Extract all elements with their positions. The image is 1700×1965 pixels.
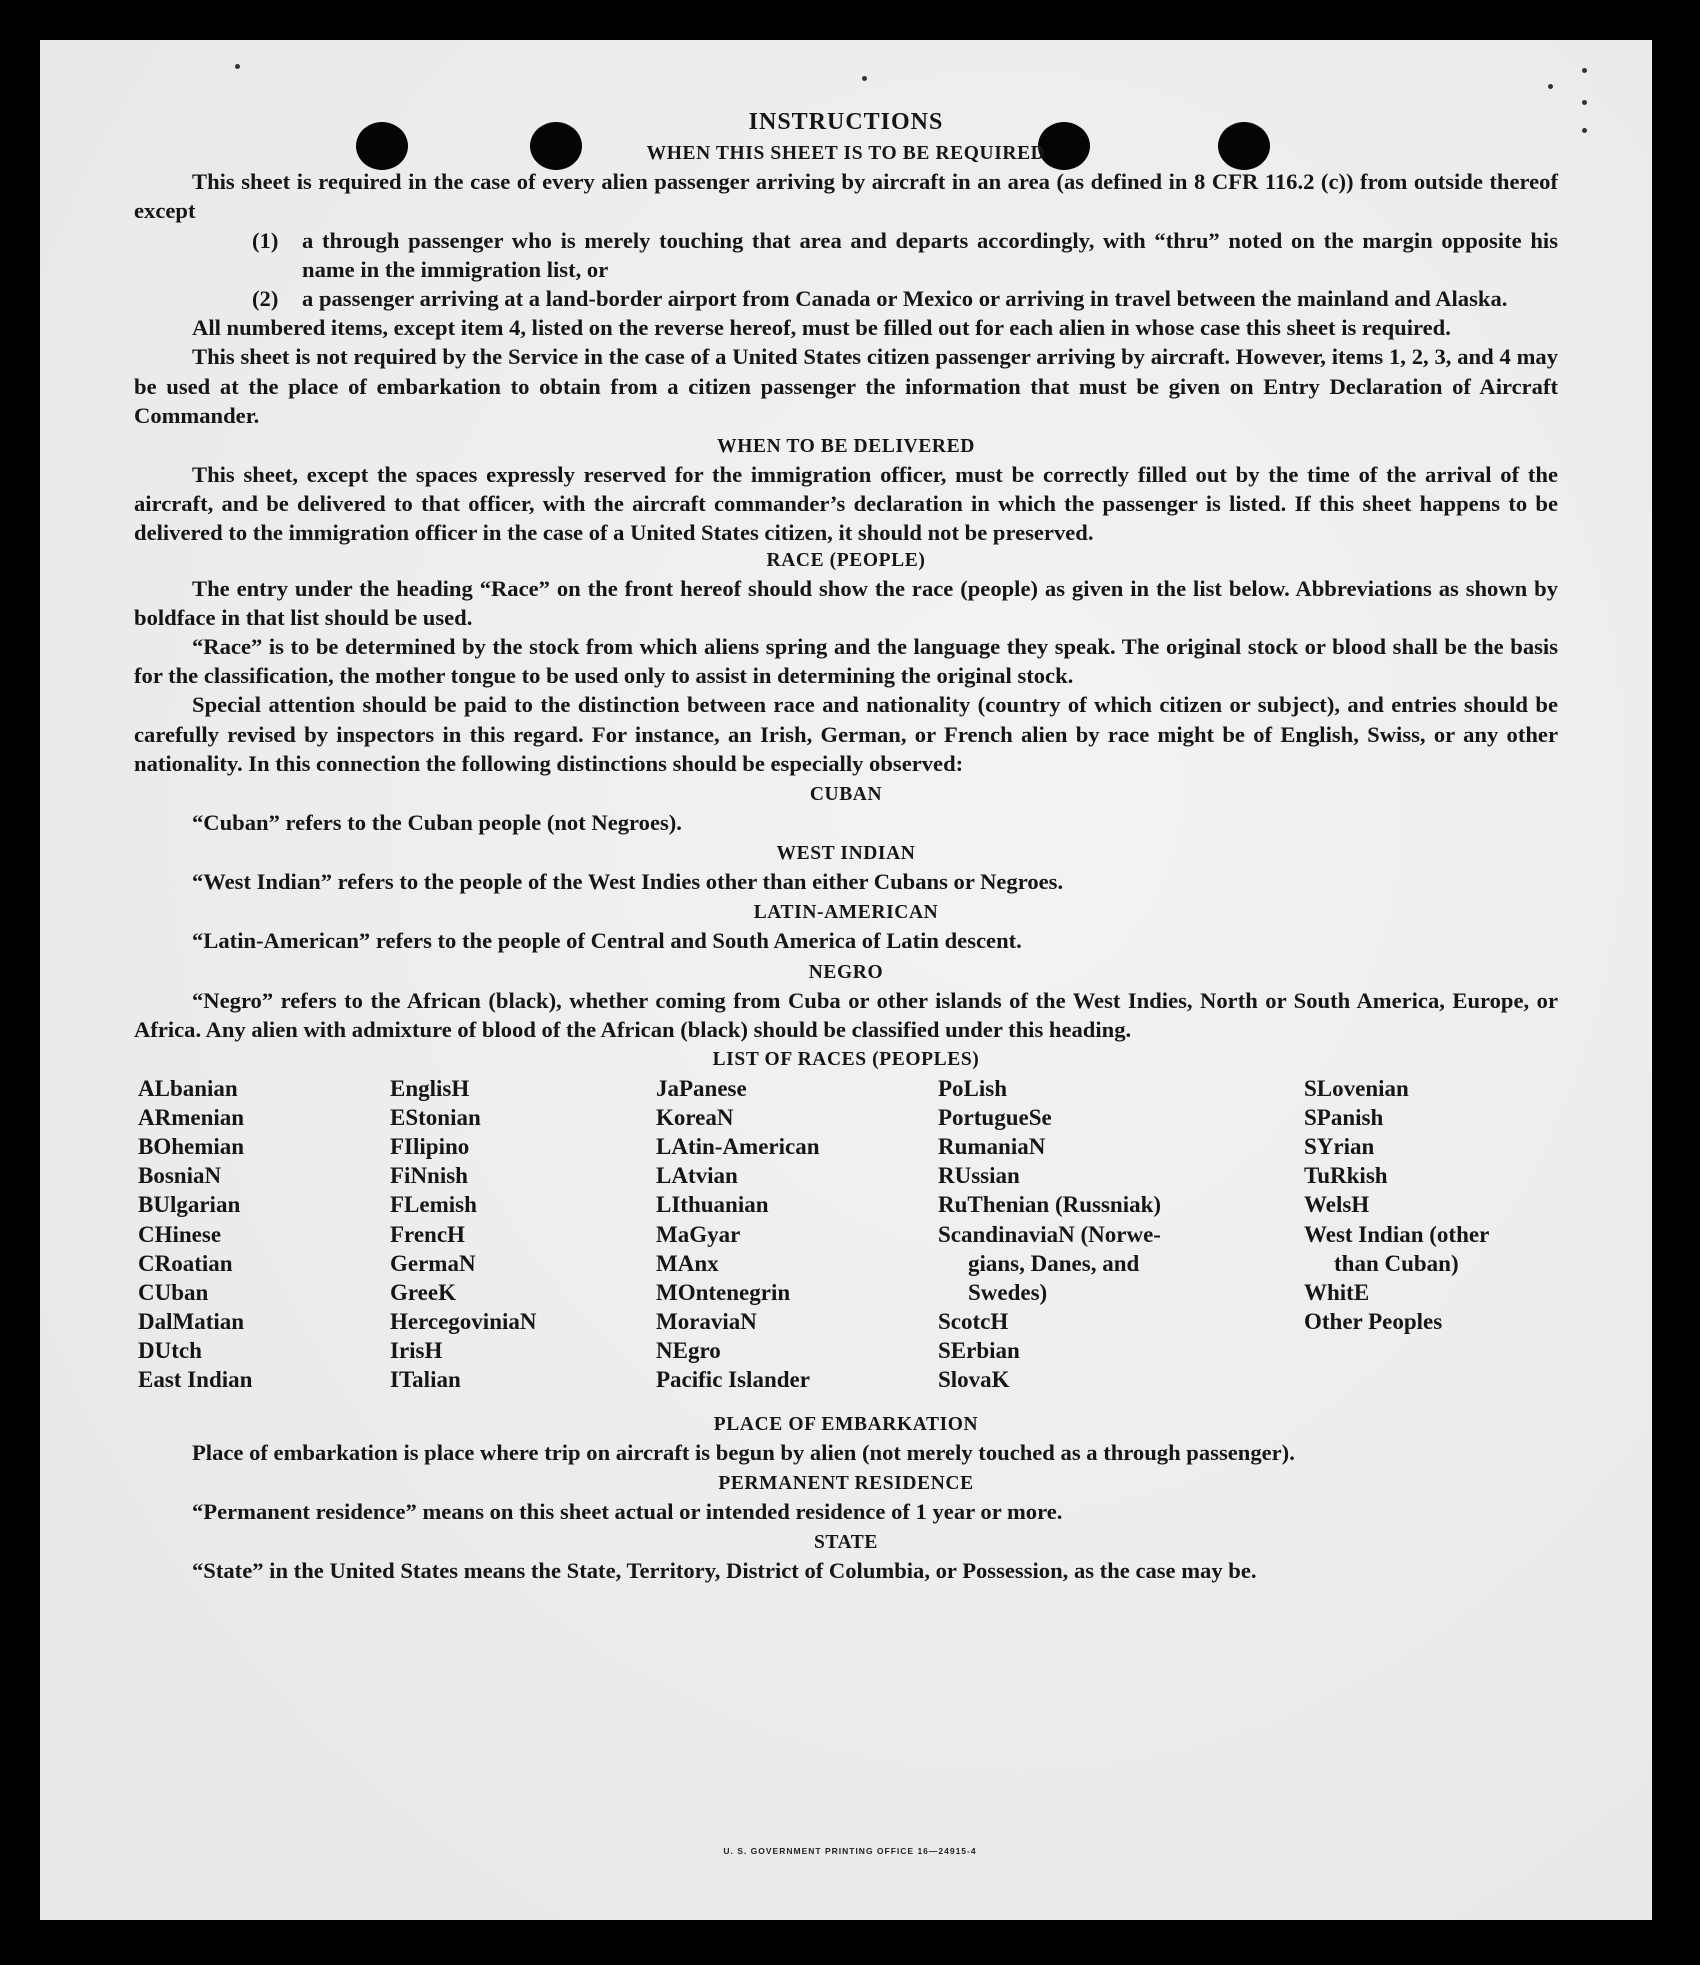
race-entry: GreeK — [390, 1279, 456, 1305]
speck — [235, 64, 240, 69]
race-entry: SLovenian — [1304, 1076, 1409, 1102]
section-heading: WHEN TO BE DELIVERED — [717, 436, 975, 458]
paragraph: “Race” is to be determined by the stock from which aliens spring and the language they speak. The original stock or blood shall be the basis for the classification, the mother tongue to be used only to assist in determining the original stock. — [134, 634, 1558, 689]
race-entry: MaGyar — [656, 1221, 741, 1247]
section-heading: NEGRO — [808, 961, 884, 983]
race-list — [134, 1074, 1558, 1412]
race-entry: PortugueSe — [938, 1105, 1052, 1131]
paragraph: “Negro” refers to the African (black), whether coming from Cuba or other islands of the West Indies, North or South America, Europe, or Africa. Any alien with admixture of blood of the African (black) should be classified under this heading. — [134, 987, 1558, 1042]
section-heading: CUBAN — [809, 784, 883, 806]
section-heading: PERMANENT RESIDENCE — [718, 1473, 974, 1495]
instructions-content — [134, 108, 1558, 1586]
section-heading: LATIN-AMERICAN — [753, 902, 939, 924]
race-entry-continued: Swedes) — [968, 1279, 1048, 1305]
race-entry: TuRkish — [1304, 1163, 1388, 1189]
race-entry: ALbanian — [138, 1076, 238, 1102]
speck — [862, 76, 867, 81]
item-number: (1) — [252, 227, 279, 253]
list-item — [252, 226, 1558, 284]
race-column — [1304, 1074, 1489, 1336]
section-heading: RACE (PEOPLE) — [766, 549, 926, 571]
race-column — [656, 1074, 820, 1394]
race-entry: DUtch — [138, 1337, 202, 1363]
race-entry: ScandinaviaN (Norwe- — [938, 1221, 1161, 1247]
race-entry: MoraviaN — [656, 1308, 757, 1334]
race-column — [138, 1074, 252, 1394]
race-entry: ITalian — [390, 1367, 461, 1393]
race-entry: EnglisH — [390, 1076, 470, 1102]
race-entry: LIthuanian — [656, 1192, 769, 1218]
race-entry: LAtvian — [656, 1163, 738, 1189]
page-title: INSTRUCTIONS — [748, 109, 944, 135]
item-number: (2) — [252, 286, 279, 312]
race-entry: WelsH — [1304, 1192, 1370, 1218]
race-entry-continued: than Cuban) — [1334, 1250, 1459, 1276]
item-text: a passenger arriving at a land-border airport from Canada or Mexico or arriving in travel between the mainland and Alaska. — [302, 286, 1508, 312]
race-entry: MAnx — [656, 1250, 719, 1276]
race-entry: BOhemian — [138, 1134, 245, 1160]
race-entry: RumaniaN — [938, 1134, 1046, 1160]
race-entry: RuThenian (Russniak) — [938, 1192, 1162, 1218]
item-text: a through passenger who is merely touching that area and departs accordingly, with “thru” noted on the margin opposite his name in the immigration list, or — [302, 227, 1558, 282]
paragraph: This sheet is not required by the Service in the case of a United States citizen passenger arriving by aircraft. However, items 1, 2, 3, and 4 may be used at the place of embarkation to obtain from a citizen passenger the information that must be given on Entry Declaration of Aircraft Commander. — [134, 344, 1558, 428]
race-entry: East Indian — [138, 1367, 253, 1393]
race-entry: CUban — [138, 1279, 209, 1305]
paragraph: This sheet is required in the case of every alien passenger arriving by aircraft in an area (as defined in 8 CFR 116.2 (c)) from outside thereof except — [134, 169, 1558, 224]
printer-imprint: U. S. GOVERNMENT PRINTING OFFICE 16—24915-4 — [723, 1846, 977, 1856]
section-heading: WHEN THIS SHEET IS TO BE REQUIRED — [646, 143, 1046, 165]
paragraph: “Permanent residence” means on this sheet actual or intended residence of 1 year or more. — [192, 1499, 1063, 1525]
race-entry: NEgro — [656, 1337, 721, 1363]
paragraph: Special attention should be paid to the distinction between race and nationality (country of which citizen or subject), and entries should be carefully revised by inspectors in this regard. For instance, an Irish, German, or French alien by race might be of English, Swiss, or any other nationality. In this connection the following distinctions should be especially observed: — [134, 692, 1558, 776]
race-entry: FrencH — [390, 1221, 465, 1247]
list-item — [252, 284, 1558, 313]
paragraph: This sheet, except the spaces expressly reserved for the immigration officer, must be correctly filled out by the time of the arrival of the aircraft, and be delivered to that officer, with the aircraft commander’s declaration in which the passenger is listed. If this sheet happens to be delivered to the immigration officer in the case of a United States citizen, it should not be preserved. — [134, 462, 1558, 546]
race-entry: CHinese — [138, 1221, 222, 1247]
race-entry: Other Peoples — [1304, 1308, 1443, 1334]
race-entry: JaPanese — [656, 1076, 747, 1102]
race-entry: BUlgarian — [138, 1192, 241, 1218]
race-column — [938, 1074, 1161, 1394]
race-entry: SYrian — [1304, 1134, 1375, 1160]
race-entry: Pacific Islander — [656, 1367, 810, 1393]
race-entry: PoLish — [938, 1076, 1008, 1102]
race-entry: LAtin-American — [656, 1134, 820, 1160]
paragraph: “Latin-American” refers to the people of Central and South America of Latin descent. — [192, 928, 1022, 954]
race-entry: SErbian — [938, 1337, 1020, 1363]
race-entry-continued: gians, Danes, and — [968, 1250, 1140, 1276]
race-entry: West Indian (other — [1304, 1221, 1490, 1247]
race-entry: BosniaN — [138, 1163, 222, 1189]
race-entry: ARmenian — [138, 1105, 245, 1131]
race-entry: IrisH — [390, 1337, 443, 1363]
section-heading: PLACE OF EMBARKATION — [713, 1414, 979, 1436]
speck — [1548, 84, 1553, 89]
speck — [1582, 128, 1587, 133]
paragraph: “State” in the United States means the State, Territory, District of Columbia, or Possession, as the case may be. — [192, 1558, 1257, 1584]
race-entry: FIlipino — [390, 1134, 470, 1160]
paragraph: “West Indian” refers to the people of the West Indies other than either Cubans or Negroes. — [192, 869, 1064, 895]
race-entry: FLemish — [390, 1192, 477, 1218]
paragraph: All numbered items, except item 4, listed on the reverse hereof, must be filled out for each alien in whose case this sheet is required. — [192, 315, 1451, 341]
race-entry: SPanish — [1304, 1105, 1384, 1131]
paragraph: “Cuban” refers to the Cuban people (not Negroes). — [192, 810, 682, 836]
race-entry: FiNnish — [390, 1163, 468, 1189]
race-list-heading: LIST OF RACES (PEOPLES) — [712, 1049, 980, 1071]
paragraph: The entry under the heading “Race” on the front hereof should show the race (people) as given in the list below. Abbreviations as shown by boldface in that list should be used. — [134, 575, 1558, 630]
paragraph: Place of embarkation is place where trip on aircraft is begun by alien (not merely touched as a through passenger). — [192, 1440, 1295, 1466]
race-column — [390, 1074, 537, 1394]
section-heading: STATE — [813, 1532, 879, 1554]
race-entry: CRoatian — [138, 1250, 233, 1276]
race-entry: RUssian — [938, 1163, 1020, 1189]
race-entry: GermaN — [390, 1250, 476, 1276]
race-entry: MOntenegrin — [656, 1279, 791, 1305]
race-entry: KoreaN — [656, 1105, 734, 1131]
section-heading: WEST INDIAN — [776, 843, 916, 865]
race-entry: HercegoviniaN — [390, 1308, 537, 1334]
race-entry: WhitE — [1304, 1279, 1370, 1305]
race-entry: DalMatian — [138, 1308, 245, 1334]
race-entry: ScotcH — [938, 1308, 1009, 1334]
speck — [1582, 100, 1587, 105]
race-entry: EStonian — [390, 1105, 481, 1131]
race-entry: SlovaK — [938, 1367, 1010, 1393]
speck — [1582, 68, 1587, 73]
